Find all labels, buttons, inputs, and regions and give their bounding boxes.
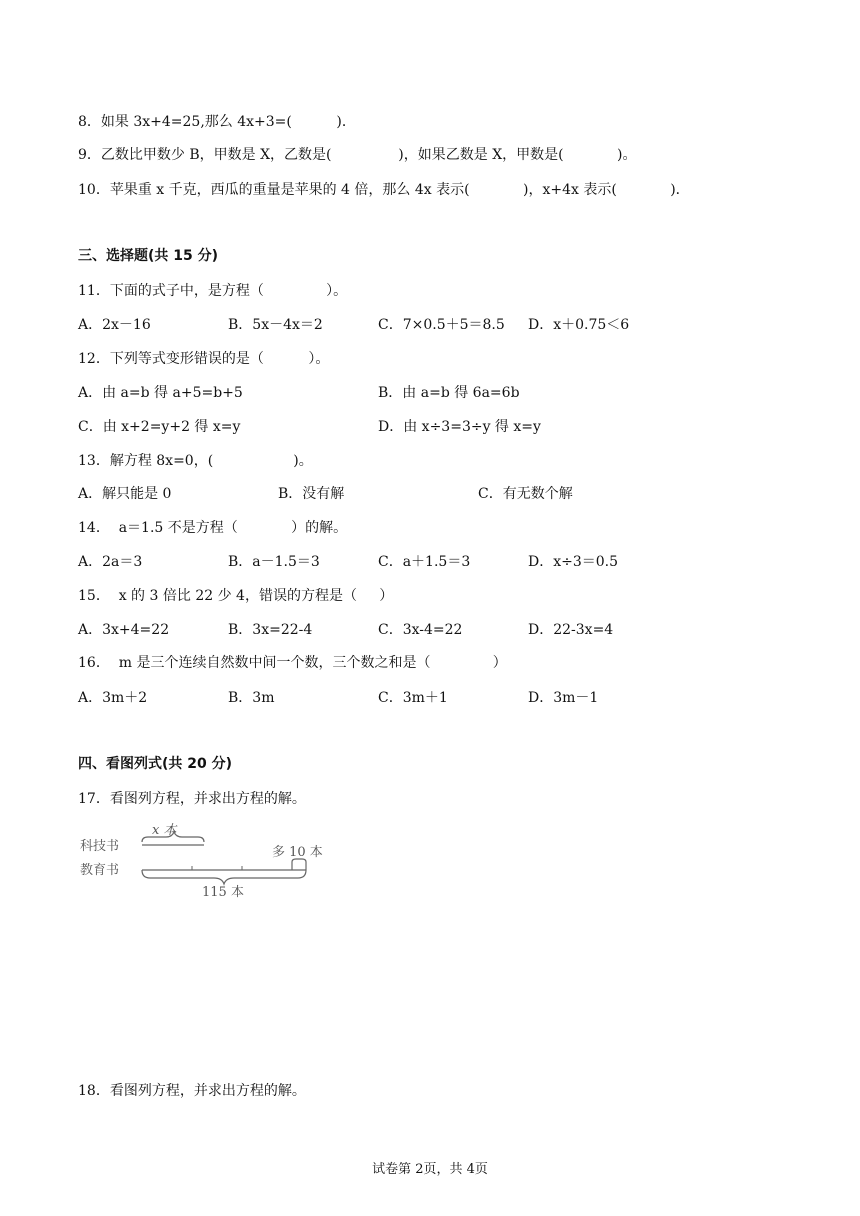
section-3-heading: 三、选择题(共 15 分) bbox=[78, 248, 219, 264]
page-footer: 试卷第 2页，共 4页 bbox=[372, 1162, 488, 1177]
question-9: 9．乙数比甲数少 B，甲数是 X，乙数是( )，如果乙数是 X，甲数是( )。 bbox=[78, 147, 637, 163]
q11-option-d: D．x＋0.75＜6 bbox=[528, 317, 630, 333]
question-8: 8．如果 3x+4=25,那么 4x+3=( )． bbox=[78, 114, 356, 130]
q11-option-c: C．7×0.5＋5＝8.5 bbox=[378, 317, 505, 333]
label-total-115: 115 本 bbox=[202, 885, 244, 900]
label-more-10: 多 10 本 bbox=[272, 845, 323, 860]
section-4-heading: 四、看图列式(共 20 分) bbox=[78, 756, 233, 772]
q16-option-b: B．3m bbox=[228, 690, 275, 706]
q12-option-a: A．由 a=b 得 a+5=b+5 bbox=[78, 385, 243, 401]
q16-option-a: A．3m＋2 bbox=[78, 690, 148, 706]
question-18: 18．看图列方程，并求出方程的解。 bbox=[78, 1083, 306, 1099]
question-10: 10．苹果重 x 千克，西瓜的重量是苹果的 4 倍，那么 4x 表示( )，x+4x 表示( )． bbox=[78, 182, 690, 198]
question-13: 13．解方程 8x=0，( )。 bbox=[78, 453, 313, 469]
label-x-books: x 本 bbox=[152, 823, 177, 838]
question-17: 17．看图列方程，并求出方程的解。 bbox=[78, 791, 306, 807]
q14-option-c: C．a＋1.5＝3 bbox=[378, 554, 471, 570]
q14-option-b: B．a－1.5＝3 bbox=[228, 554, 320, 570]
q11-option-b: B．5x－4x＝2 bbox=[228, 317, 323, 333]
question-15: 15． x 的 3 倍比 22 少 4，错误的方程是（ ） bbox=[78, 588, 394, 604]
q13-option-c: C．有无数个解 bbox=[478, 486, 573, 502]
line-segment-diagram bbox=[78, 818, 338, 900]
q14-option-a: A．2a＝3 bbox=[78, 554, 143, 570]
question-16: 16． m 是三个连续自然数中间一个数，三个数之和是（ ） bbox=[78, 655, 507, 671]
label-science-books: 科技书 bbox=[80, 839, 120, 854]
question-14: 14． a＝1.5 不是方程（ ）的解。 bbox=[78, 520, 348, 536]
q15-option-b: B．3x=22-4 bbox=[228, 622, 313, 638]
q11-option-a: A．2x－16 bbox=[78, 317, 151, 333]
question-11: 11．下面的式子中，是方程（ ）。 bbox=[78, 283, 348, 299]
q15-option-a: A．3x+4=22 bbox=[78, 622, 170, 638]
question-12: 12．下列等式变形错误的是（ ）。 bbox=[78, 351, 330, 367]
q12-option-d: D．由 x÷3=3÷y 得 x=y bbox=[378, 419, 541, 435]
q16-option-d: D．3m－1 bbox=[528, 690, 599, 706]
q15-option-d: D．22-3x=4 bbox=[528, 622, 614, 638]
q13-option-b: B．没有解 bbox=[278, 486, 345, 502]
brace-total bbox=[142, 870, 306, 884]
q15-option-c: C．3x-4=22 bbox=[378, 622, 463, 638]
label-education-books: 教育书 bbox=[80, 863, 120, 878]
q16-option-c: C．3m＋1 bbox=[378, 690, 448, 706]
q12-option-b: B．由 a=b 得 6a=6b bbox=[378, 385, 520, 401]
q12-option-c: C．由 x+2=y+2 得 x=y bbox=[78, 419, 241, 435]
brace-more bbox=[292, 859, 306, 870]
q13-option-a: A．解只能是 0 bbox=[78, 486, 172, 502]
q14-option-d: D．x÷3＝0.5 bbox=[528, 554, 619, 570]
